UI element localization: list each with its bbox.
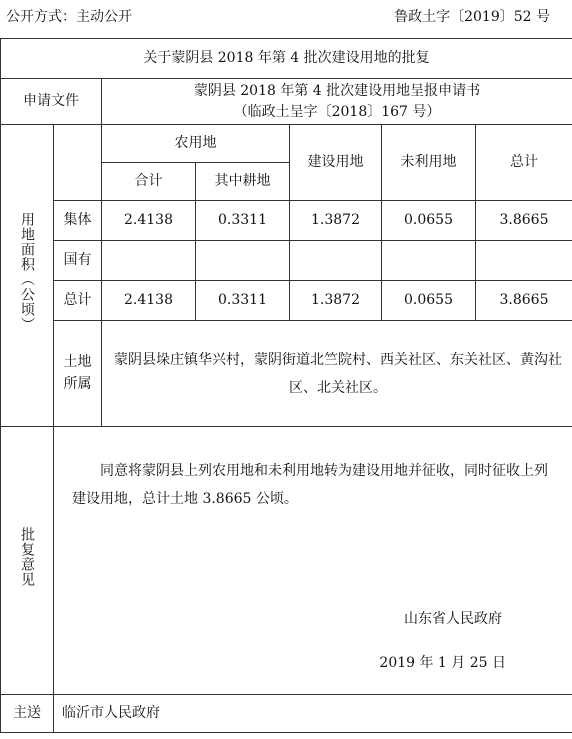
disclosure-method: 公开方式：主动公开 — [6, 9, 132, 25]
approval-table — [0, 38, 572, 733]
cell-unused: 0.0655 — [382, 281, 476, 321]
cell-construction: 1.3872 — [290, 201, 382, 241]
header-construction: 建设用地 — [290, 125, 382, 201]
table-row — [1, 201, 572, 241]
header-agricultural: 农用地 — [102, 125, 290, 163]
approval-opinion — [54, 427, 572, 695]
document-title: 关于蒙阴县 2018 年第 4 批次建设用地的批复 — [1, 39, 572, 79]
cell-construction — [290, 241, 382, 281]
approval-text: 同意将蒙阴县上列农用地和未利用地转为建设用地并征收，同时征收上列建设用地，总计土地 3.8665 公顷。 — [72, 463, 548, 507]
cell-unused: 0.0655 — [382, 201, 476, 241]
cell-arable: 0.3311 — [196, 281, 290, 321]
location-label-line-1: 土地 — [63, 353, 92, 370]
location-label-line-2: 所属 — [63, 375, 92, 392]
row-label: 集体 — [54, 201, 102, 241]
location-label — [54, 321, 102, 427]
table-row — [1, 281, 572, 321]
land-area-label-text: 用地面积（公顷） — [19, 212, 35, 333]
cell-grand-total: 3.8665 — [476, 201, 572, 241]
header-blank — [54, 125, 102, 201]
application-document — [102, 79, 572, 125]
signature-organization: 山东省人民政府 — [404, 611, 503, 627]
cell-unused — [382, 241, 476, 281]
header-unused: 未利用地 — [382, 125, 476, 201]
cell-arable: 0.3311 — [196, 201, 290, 241]
approval-label-text: 批复意见 — [19, 527, 35, 588]
cell-agri-total: 2.4138 — [102, 201, 196, 241]
row-label: 总计 — [54, 281, 102, 321]
header-grand-total: 总计 — [476, 125, 572, 201]
header-agri-total: 合计 — [102, 163, 196, 201]
cell-grand-total — [476, 241, 572, 281]
application-line-1: 蒙阴县 2018 年第 4 批次建设用地呈报申请书 — [193, 83, 481, 100]
recipient-value: 临沂市人民政府 — [54, 695, 572, 733]
application-line-2: （临政土呈字〔2018〕167 号） — [233, 103, 441, 120]
land-area-label — [1, 125, 54, 427]
document-number: 鲁政土字〔2019〕52 号 — [394, 9, 550, 25]
cell-agri-total: 2.4138 — [102, 281, 196, 321]
row-label: 国有 — [54, 241, 102, 281]
table-row — [1, 241, 572, 281]
cell-agri-total — [102, 241, 196, 281]
approval-date: 2019 年 1 月 25 日 — [379, 655, 507, 671]
application-label: 申请文件 — [1, 79, 102, 125]
header-arable: 其中耕地 — [196, 163, 290, 201]
approval-label — [1, 427, 54, 695]
location-text: 蒙阴县垛庄镇华兴村，蒙阴街道北竺院村、西关社区、东关社区、黄沟社区、北关社区。 — [102, 321, 572, 427]
cell-construction: 1.3872 — [290, 281, 382, 321]
recipient-label: 主送 — [1, 695, 54, 733]
cell-arable — [196, 241, 290, 281]
cell-grand-total: 3.8665 — [476, 281, 572, 321]
